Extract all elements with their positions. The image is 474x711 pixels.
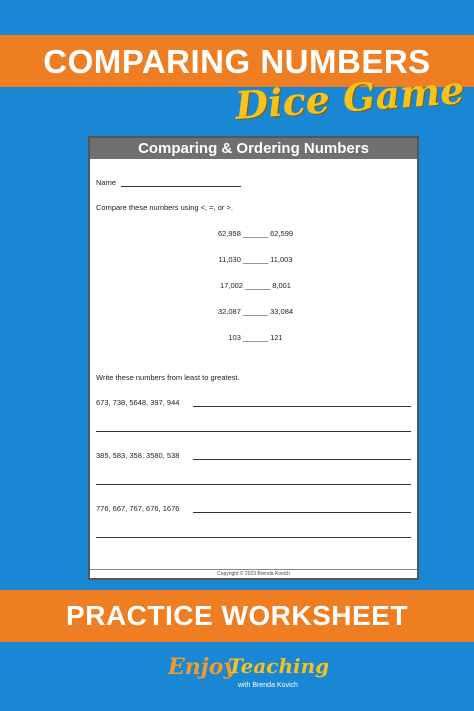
comparison-row: 62,958 ______ 62,599 xyxy=(217,229,294,238)
comparison-row: 103 ______ 121 xyxy=(228,333,283,342)
answer-line xyxy=(96,537,411,538)
order-instruction: Write these numbers from least to greatest. xyxy=(96,373,240,382)
order-set-3: 776, 667, 767, 676, 1676 xyxy=(96,504,180,513)
order-set-2: 385, 583, 358, 3580, 538 xyxy=(96,451,180,460)
answer-line xyxy=(193,512,411,513)
comparison-row: 11,030 ______ 11,003 xyxy=(218,255,293,264)
answer-line xyxy=(96,431,411,432)
enjoy-teaching-logo xyxy=(168,652,330,700)
dice-game-subtitle: Dice Game xyxy=(233,67,466,128)
logo-word-teaching: Teaching xyxy=(228,654,330,678)
logo-word-enjoy: Enjoy xyxy=(168,654,237,680)
logo-byline: with Brenda Kovich xyxy=(238,682,298,689)
comparison-row: 17,002 ______ 8,001 xyxy=(220,281,291,290)
compare-instruction: Compare these numbers using <, =, or >. xyxy=(96,203,233,212)
name-line xyxy=(121,186,241,187)
worksheet-title: Comparing & Ordering Numbers xyxy=(90,138,417,159)
answer-line xyxy=(96,484,411,485)
bottom-title: PRACTICE WORKSHEET xyxy=(66,600,408,631)
answer-line xyxy=(193,406,411,407)
order-set-1: 673, 738, 5648, 397, 944 xyxy=(96,398,180,407)
comparison-row: 32,087 ______ 33,084 xyxy=(217,307,294,316)
copyright-text: Copyright © 2023 Brenda Kovich xyxy=(90,569,417,577)
top-title: COMPARING NUMBERS xyxy=(43,43,431,80)
worksheet-preview xyxy=(88,136,419,580)
answer-line xyxy=(193,459,411,460)
name-label: Name xyxy=(96,178,117,187)
